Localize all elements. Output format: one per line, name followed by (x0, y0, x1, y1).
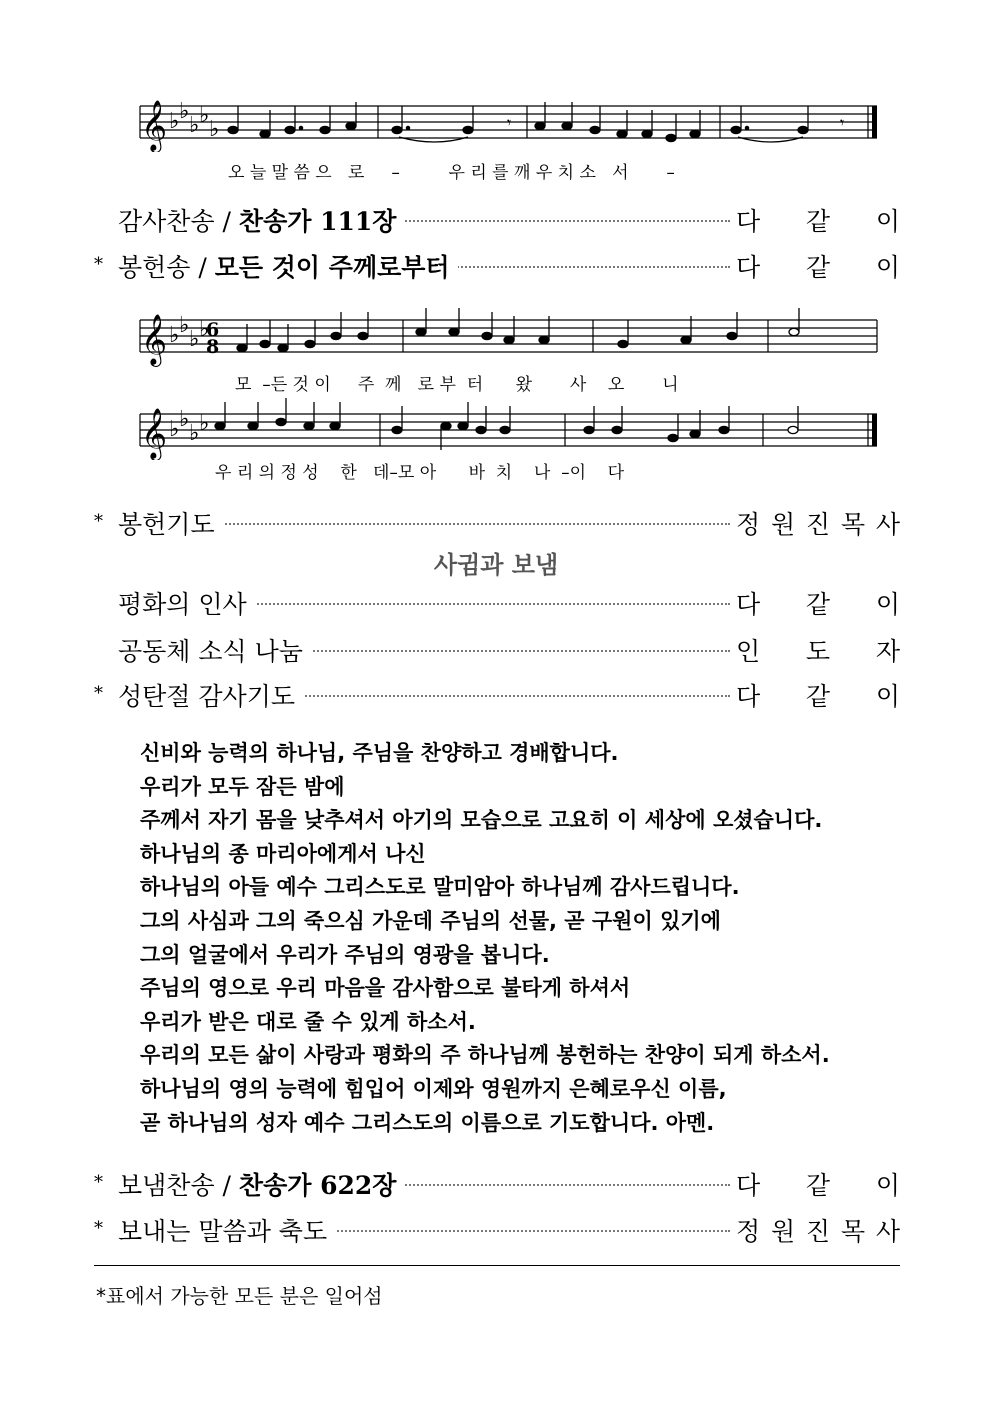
item-label-bold: 모든 것이 주께로부터 (214, 253, 450, 282)
standing-mark: * (94, 1218, 103, 1239)
item-label: 봉헌기도 (118, 505, 223, 541)
item-performer: 다 같 이 (736, 585, 900, 621)
item-performer: 다 같 이 (736, 1166, 900, 1202)
svg-text:𝄾: 𝄾 (507, 113, 512, 132)
treble-clef-icon: 𝄞 (141, 100, 168, 151)
prayer-line: 하나님의 영의 능력에 힘입어 이제와 영원까지 은혜로우신 이름, (140, 1076, 727, 1101)
section-title: 사귐과 보냄 (433, 551, 559, 579)
svg-text:♭: ♭ (209, 117, 220, 142)
svg-text:♭: ♭ (189, 327, 200, 352)
prayer-line: 그의 사심과 그의 죽으심 가운데 주님의 선물, 곧 구원이 있기에 (140, 908, 721, 933)
divider (94, 1265, 900, 1266)
svg-text:♭: ♭ (169, 109, 180, 134)
prayer-line: 주님의 영으로 우리 마음을 감사함으로 불타게 하셔서 (140, 976, 631, 1001)
svg-text:8: 8 (206, 336, 220, 358)
svg-text:♭: ♭ (199, 103, 210, 128)
svg-text:𝄾: 𝄾 (840, 113, 845, 132)
lyrics-line-1: 오 늘 말 씀 으 로 – 우 리 를 깨 우 치 소 서 – (228, 163, 675, 183)
standing-mark: * (94, 511, 103, 532)
prayer-text (140, 737, 830, 1140)
lyrics-line-2: 모 –든 것 이 주 께 로 부 터 왔 사 오 니 (235, 375, 679, 395)
list-item-christmas-prayer (94, 677, 900, 713)
time-signature (206, 319, 219, 358)
prayer-line: 하나님의 종 마리아에게서 나신 (140, 841, 426, 866)
svg-text:6: 6 (206, 319, 220, 341)
list-item-benediction (94, 1212, 900, 1248)
standing-mark: * (94, 1172, 103, 1193)
svg-text:♭: ♭ (179, 99, 190, 124)
item-label-bold: 찬송가 111장 (238, 207, 397, 236)
svg-text:♭: ♭ (169, 417, 180, 442)
list-item-community-news (94, 632, 900, 668)
list-item-peace-greeting (94, 585, 900, 621)
prayer-line: 그의 얼굴에서 우리가 주님의 영광을 봅니다. (140, 942, 550, 967)
svg-text:♭: ♭ (189, 421, 200, 446)
list-item-offering-hymn (94, 248, 900, 284)
prayer-line: 하나님의 아들 예수 그리스도로 말미암아 하나님께 감사드립니다. (140, 875, 740, 900)
prayer-line: 우리가 받은 대로 줄 수 있게 하소서. (140, 1009, 476, 1034)
item-performer: 다 같 이 (736, 677, 900, 713)
prayer-line: 우리가 모두 잠든 밤에 (140, 774, 345, 799)
standing-mark: * (94, 254, 103, 275)
item-performer: 다 같 이 (736, 248, 900, 284)
lyrics-line-3: 우 리 의 정 성 한 데–모 아 바 치 나 –이 다 (215, 463, 625, 483)
item-label: 감사찬송 / (118, 207, 239, 236)
item-performer: 정 원 진 목 사 (736, 1212, 900, 1248)
item-performer: 인 도 자 (736, 632, 900, 668)
treble-clef-icon: 𝄞 (141, 314, 168, 365)
svg-text:♭: ♭ (169, 323, 180, 348)
prayer-line: 곧 하나님의 성자 예수 그리스도의 이름으로 기도합니다. 아멘. (140, 1110, 715, 1135)
svg-text:♭: ♭ (189, 113, 200, 138)
svg-text:♭: ♭ (199, 317, 210, 342)
music-staff-1 (135, 92, 885, 152)
item-label: 봉헌송 / (118, 253, 215, 282)
standing-mark: * (94, 683, 103, 704)
item-performer: 정 원 진 목 사 (736, 505, 900, 541)
svg-text:♭: ♭ (179, 313, 190, 338)
list-item-sending-hymn (94, 1166, 900, 1202)
item-performer: 다 같 이 (736, 202, 900, 238)
prayer-line: 우리의 모든 삶이 사랑과 평화의 주 하나님께 봉헌하는 찬양이 되게 하소서. (140, 1043, 830, 1068)
list-item-thanks-hymn (94, 202, 900, 238)
item-label: 보냄찬송 / (118, 1171, 239, 1200)
svg-text:♭: ♭ (179, 407, 190, 432)
prayer-line: 신비와 능력의 하나님, 주님을 찬양하고 경배합니다. (140, 741, 619, 765)
svg-text:♭: ♭ (199, 411, 210, 436)
treble-clef-icon: 𝄞 (141, 408, 168, 459)
item-label: 성탄절 감사기도 (118, 677, 303, 713)
item-label: 보내는 말씀과 축도 (118, 1217, 328, 1246)
footnote: *표에서 가능한 모든 분은 일어섬 (96, 1284, 383, 1308)
item-label: 평화의 인사 (118, 585, 255, 621)
list-item-offering-prayer (94, 505, 900, 541)
item-label: 공동체 소식 나눔 (118, 632, 311, 668)
item-label-bold: 찬송가 622장 (238, 1171, 397, 1200)
prayer-line: 주께서 자기 몸을 낮추셔서 아기의 모습으로 고요히 이 세상에 오셨습니다. (140, 808, 823, 833)
